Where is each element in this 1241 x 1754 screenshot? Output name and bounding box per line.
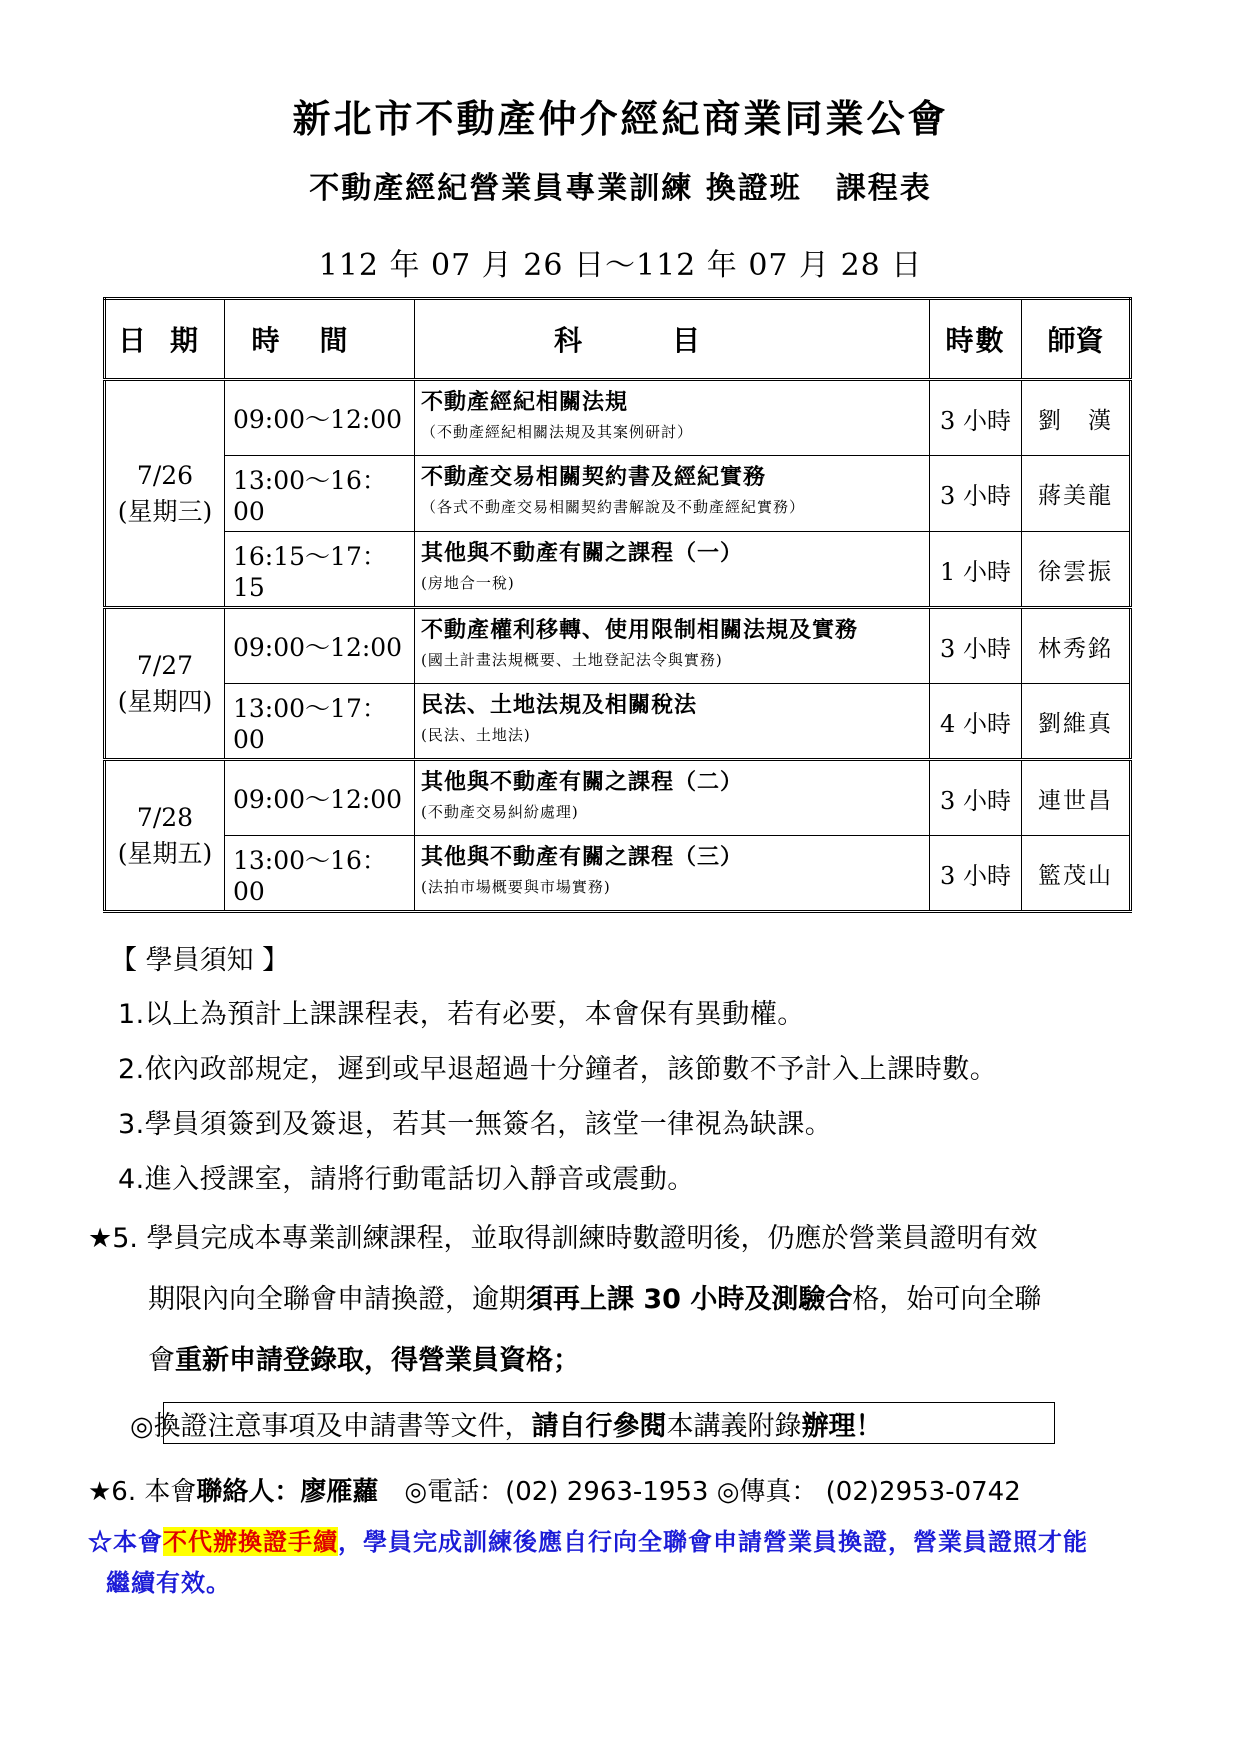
time-cell: 13:00～16：00 [225, 836, 415, 912]
time-cell: 13:00～16：00 [225, 456, 415, 532]
header-date: 日期 [105, 299, 225, 380]
subject-note: (房地合一稅) [421, 574, 515, 592]
header-hours: 時數 [930, 299, 1022, 380]
subject-cell [415, 532, 930, 608]
subject-cell [415, 836, 930, 912]
teacher-cell: 連世昌 [1022, 760, 1131, 836]
table-row [105, 456, 1131, 532]
table-row [105, 760, 1131, 836]
notice-rule-3: 3.學員須簽到及簽退，若其一無簽名，該堂一律視為缺課。 [118, 1109, 833, 1140]
date-range: 112 年 07 月 26 日～112 年 07 月 28 日 [318, 248, 923, 283]
teacher-cell: 籃茂山 [1022, 836, 1131, 912]
header-teacher: 師資 [1022, 299, 1131, 380]
subject-title: 不動產經紀相關法規 [421, 389, 629, 415]
subject-note: (法拍市場概要與市場實務) [421, 878, 611, 896]
contact-phone-fax: ◎電話：(02) 2963-1953 ◎傳真： (02)2953-0742 [378, 1477, 1021, 1507]
subject-note: （不動產經紀相關法規及其案例研討） [421, 423, 694, 441]
teacher-cell: 劉維真 [1022, 684, 1131, 760]
subject-title: 不動產權利移轉、使用限制相關法規及實務 [421, 617, 859, 643]
notice-rule-5-line-2 [148, 1277, 1041, 1316]
date-label: 7/28 [136, 802, 194, 832]
weekday-label: (星期四) [117, 686, 213, 716]
date-cell [105, 380, 225, 608]
rule-5-emphasis: 須再上課 30 小時及測驗合 [526, 1284, 853, 1315]
table-row [105, 608, 1131, 684]
header-time: 時間 [225, 299, 415, 380]
subject-cell [415, 380, 930, 456]
rule-5-emphasis: 重新申請登錄取，得營業員資格； [175, 1345, 580, 1376]
table-row [105, 684, 1131, 760]
subject-title: 其他與不動產有關之課程（三） [421, 844, 744, 870]
header-subject: 科目 [415, 299, 930, 380]
warning-text: ☆本會 [88, 1527, 163, 1556]
weekday-label: (星期三) [117, 496, 213, 526]
time-cell: 16:15～17：15 [225, 532, 415, 608]
weekday-label: (星期五) [117, 838, 213, 868]
circle-mark: ◎ [130, 1411, 154, 1442]
date-cell [105, 608, 225, 760]
time-cell: 09:00～12:00 [225, 760, 415, 836]
document-note [130, 1404, 883, 1443]
subtitle-course: 不動產經紀營業員專業訓練 換證班 [309, 171, 802, 206]
contact-info [88, 1471, 1021, 1508]
subject-cell [415, 456, 930, 532]
teacher-cell: 蔣美龍 [1022, 456, 1131, 532]
hours-cell: 3 小時 [930, 380, 1022, 456]
subject-note: (不動產交易糾紛處理) [421, 803, 579, 821]
notice-heading: 【 學員須知 】 [110, 945, 290, 976]
teacher-cell: 徐雲振 [1022, 532, 1131, 608]
warning-note-continued: 繼續有效。 [106, 1568, 231, 1597]
date-label: 7/27 [136, 650, 194, 680]
table-row [105, 532, 1131, 608]
teacher-cell: 劉 漢 [1022, 380, 1131, 456]
rule-5-text: 期限內向全聯會申請換證，逾期 [148, 1284, 526, 1315]
notice-rule-5-line-3 [148, 1338, 580, 1377]
document-note-emphasis: 請自行參閱 [531, 1411, 667, 1442]
notice-rule-2: 2.依內政部規定，遲到或早退超過十分鐘者，該節數不予計入上課時數。 [118, 1054, 998, 1085]
subject-title: 不動產交易相關契約書及經紀實務 [421, 464, 767, 490]
subject-note: (國土計畫法規概要、土地登記法令與實務) [421, 651, 723, 669]
subject-cell [415, 760, 930, 836]
subject-title: 其他與不動產有關之課程（二） [421, 769, 744, 795]
hours-cell: 4 小時 [930, 684, 1022, 760]
document-note-text: 本講義附錄 [666, 1411, 802, 1442]
hours-cell: 3 小時 [930, 456, 1022, 532]
subject-cell [415, 608, 930, 684]
hours-cell: 3 小時 [930, 608, 1022, 684]
table-header-row [105, 299, 1131, 380]
subject-note: （各式不動產交易相關契約書解說及不動產經紀實務） [421, 498, 806, 516]
subject-note: (民法、土地法) [421, 726, 531, 744]
contact-prefix: ★6. 本會 [88, 1477, 197, 1507]
hours-cell: 3 小時 [930, 836, 1022, 912]
time-cell: 09:00～12:00 [225, 608, 415, 684]
page-subtitle [0, 163, 1241, 207]
page-title: 新北市不動產仲介經紀商業同業公會 [292, 96, 949, 141]
teacher-cell: 林秀銘 [1022, 608, 1131, 684]
rule-5-text: 格，始可向全聯 [852, 1284, 1042, 1315]
document-note-text: 換證注意事項及申請書等文件， [153, 1411, 532, 1442]
table-row [105, 836, 1131, 912]
warning-highlight: 不代辦換證手續 [163, 1527, 338, 1556]
document-note-emphasis: 辦理！ [801, 1411, 883, 1442]
rule-5-text: 會 [148, 1345, 175, 1376]
time-cell: 13:00～17：00 [225, 684, 415, 760]
subject-title: 民法、土地法規及相關稅法 [421, 692, 698, 718]
subject-title: 其他與不動產有關之課程（一） [421, 540, 744, 566]
warning-note [88, 1522, 1088, 1557]
contact-person: 聯絡人：廖雁蘿 [196, 1477, 379, 1507]
subtitle-schedule: 課程表 [835, 171, 932, 206]
notice-rule-4: 4.進入授課室，請將行動電話切入靜音或震動。 [118, 1164, 695, 1195]
hours-cell: 1 小時 [930, 532, 1022, 608]
date-label: 7/26 [136, 460, 194, 490]
schedule-table [103, 297, 1132, 913]
time-cell: 09:00～12:00 [225, 380, 415, 456]
subject-cell [415, 684, 930, 760]
warning-text: ，學員完成訓練後應自行向全聯會申請營業員換證，營業員證照才能 [338, 1527, 1088, 1556]
notice-rule-5-line-1: ★5. 學員完成本專業訓練課程，並取得訓練時數證明後，仍應於營業員證明有效 [88, 1223, 1038, 1254]
date-cell [105, 760, 225, 912]
notice-rule-1: 1.以上為預計上課課程表，若有必要，本會保有異動權。 [118, 999, 805, 1030]
table-row [105, 380, 1131, 456]
hours-cell: 3 小時 [930, 760, 1022, 836]
